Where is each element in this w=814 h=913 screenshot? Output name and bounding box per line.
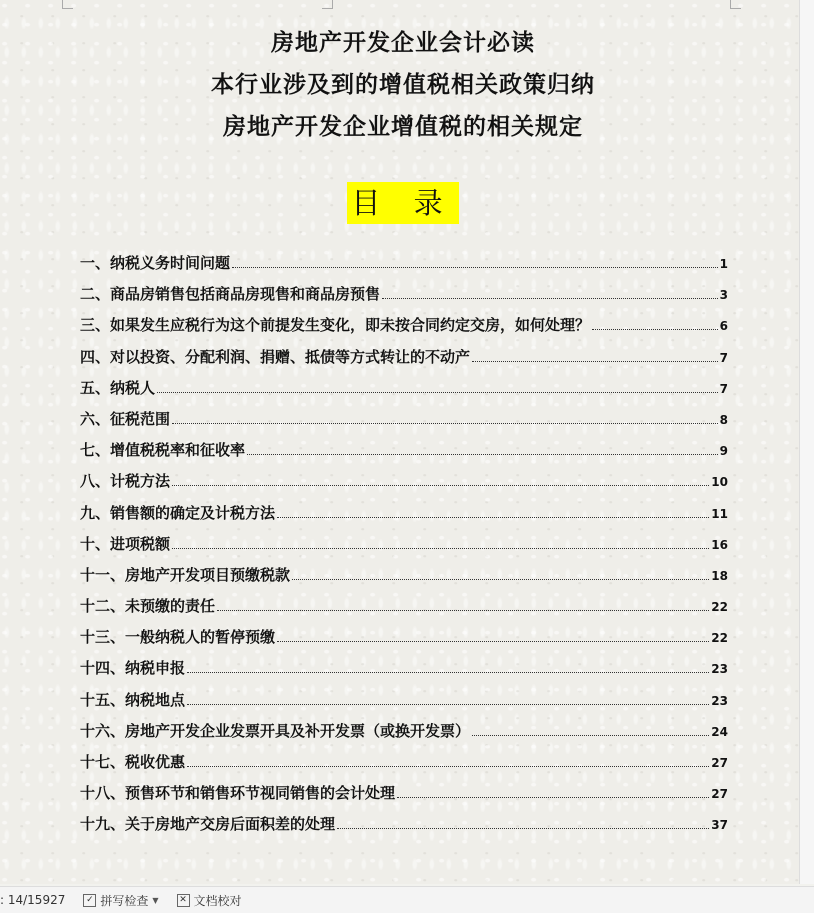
toc-leader-dots	[247, 453, 718, 455]
toc-entry-page: 37	[711, 818, 728, 833]
toc-entry-page: 16	[711, 537, 728, 552]
toc-entry-title: 十九、关于房地产交房后面积差的处理	[80, 815, 336, 834]
toc-leader-dots	[187, 703, 709, 705]
toc-entry[interactable]	[80, 811, 728, 842]
toc-entry[interactable]	[80, 655, 728, 686]
toc-entry-page: 18	[711, 568, 728, 583]
toc-entry[interactable]	[80, 624, 728, 655]
toc-entry-title: 三、如果发生应税行为这个前提发生变化，即未按合同约定交房，如何处理？	[80, 316, 591, 335]
toc-heading: 目 录	[347, 182, 458, 224]
toc-leader-dots	[232, 266, 718, 268]
table-of-contents	[80, 250, 728, 843]
toc-leader-dots	[397, 796, 709, 798]
toc-leader-dots	[472, 360, 718, 362]
toc-leader-dots	[472, 734, 709, 736]
toc-entry[interactable]	[80, 687, 728, 718]
toc-heading-wrap	[0, 182, 806, 224]
toc-entry-title: 五、纳税人	[80, 378, 156, 397]
toc-entry[interactable]	[80, 500, 728, 531]
toc-entry-title: 四、对以投资、分配利润、捐赠、抵债等方式转让的不动产	[80, 347, 471, 366]
toc-entry-page: 6	[719, 319, 728, 334]
toc-entry[interactable]	[80, 406, 728, 437]
toc-entry-title: 七、增值税税率和征收率	[80, 441, 246, 460]
toc-entry[interactable]	[80, 718, 728, 749]
spell-check-button[interactable]	[83, 892, 158, 909]
toc-leader-dots	[187, 765, 709, 767]
close-box-icon: ✕	[177, 894, 190, 907]
toc-entry-title: 十、进项税额	[80, 534, 171, 553]
toc-leader-dots	[382, 297, 718, 299]
toc-entry-title: 十五、纳税地点	[80, 690, 186, 709]
toc-entry-title: 二、商品房销售包括商品房现售和商品房预售	[80, 285, 381, 304]
document-titles	[0, 22, 806, 148]
toc-entry-page: 1	[719, 257, 728, 271]
toc-entry[interactable]	[80, 437, 728, 468]
toc-leader-dots	[172, 484, 709, 486]
toc-leader-dots	[172, 547, 709, 549]
toc-entry-title: 九、销售额的确定及计税方法	[80, 503, 276, 522]
toc-entry-title: 一、纳税义务时间问题	[80, 254, 231, 272]
toc-entry-title: 十八、预售环节和销售环节视同销售的会计处理	[80, 784, 396, 803]
toc-leader-dots	[292, 578, 709, 580]
toc-leader-dots	[187, 671, 709, 673]
toc-entry-title: 十三、一般纳税人的暂停预缴	[80, 628, 276, 647]
toc-entry-title: 十七、税收优惠	[80, 753, 186, 771]
toc-entry-page: 27	[711, 787, 728, 802]
doc-title-1: 房地产开发企业会计必读	[271, 29, 535, 56]
toc-entry[interactable]	[80, 562, 728, 593]
toc-entry-page: 10	[711, 475, 728, 490]
toc-leader-dots	[157, 391, 718, 393]
doc-title-3: 房地产开发企业增值税的相关规定	[223, 113, 583, 140]
toc-entry[interactable]	[80, 468, 728, 499]
spell-check-label: 拼写检查	[100, 893, 149, 908]
toc-entry-page: 8	[719, 412, 728, 427]
toc-entry-title: 十六、房地产开发企业发票开具及补开发票（或换开发票）	[80, 721, 471, 740]
toc-entry-title: 六、征税范围	[80, 409, 171, 428]
toc-entry-page: 11	[711, 506, 728, 521]
toc-entry-title: 十二、未预缴的责任	[80, 597, 216, 616]
toc-entry-page: 27	[711, 756, 728, 770]
doc-proof-button[interactable]	[177, 892, 242, 909]
toc-entry-page: 23	[711, 693, 728, 708]
toc-leader-dots	[337, 827, 709, 829]
toc-entry[interactable]	[80, 780, 728, 811]
toc-entry[interactable]	[80, 250, 728, 281]
status-bar	[0, 886, 814, 913]
toc-leader-dots	[217, 609, 709, 611]
toc-entry-page: 7	[719, 350, 728, 365]
doc-proof-label: 文档校对	[193, 893, 242, 908]
vertical-scrollbar[interactable]	[799, 0, 814, 884]
toc-entry[interactable]	[80, 531, 728, 562]
toc-entry-page: 3	[719, 288, 728, 303]
toc-entry-title: 十四、纳税申报	[80, 659, 186, 678]
toc-leader-dots	[592, 328, 718, 330]
toc-leader-dots	[277, 516, 709, 518]
page-corner-marks	[0, 0, 800, 12]
toc-entry-page: 7	[719, 381, 728, 396]
toc-entry[interactable]	[80, 344, 728, 375]
doc-title-2: 本行业涉及到的增值税相关政策归纳	[211, 71, 595, 98]
toc-entry-page: 9	[719, 444, 728, 459]
toc-entry-title: 八、计税方法	[80, 472, 171, 491]
toc-entry[interactable]	[80, 375, 728, 406]
toc-leader-dots	[277, 640, 709, 642]
check-icon: ✓	[83, 894, 96, 907]
toc-leader-dots	[172, 422, 718, 424]
toc-entry[interactable]	[80, 312, 728, 343]
toc-entry-page: 24	[711, 724, 728, 739]
word-count: : 14/15927	[0, 893, 66, 907]
toc-entry[interactable]	[80, 749, 728, 780]
chevron-down-icon: ▼	[152, 895, 159, 905]
toc-entry-page: 22	[711, 600, 728, 615]
toc-entry[interactable]	[80, 281, 728, 312]
toc-entry[interactable]	[80, 593, 728, 624]
toc-entry-page: 23	[711, 662, 728, 677]
toc-entry-page: 22	[711, 631, 728, 646]
toc-entry-title: 十一、房地产开发项目预缴税款	[80, 565, 291, 584]
